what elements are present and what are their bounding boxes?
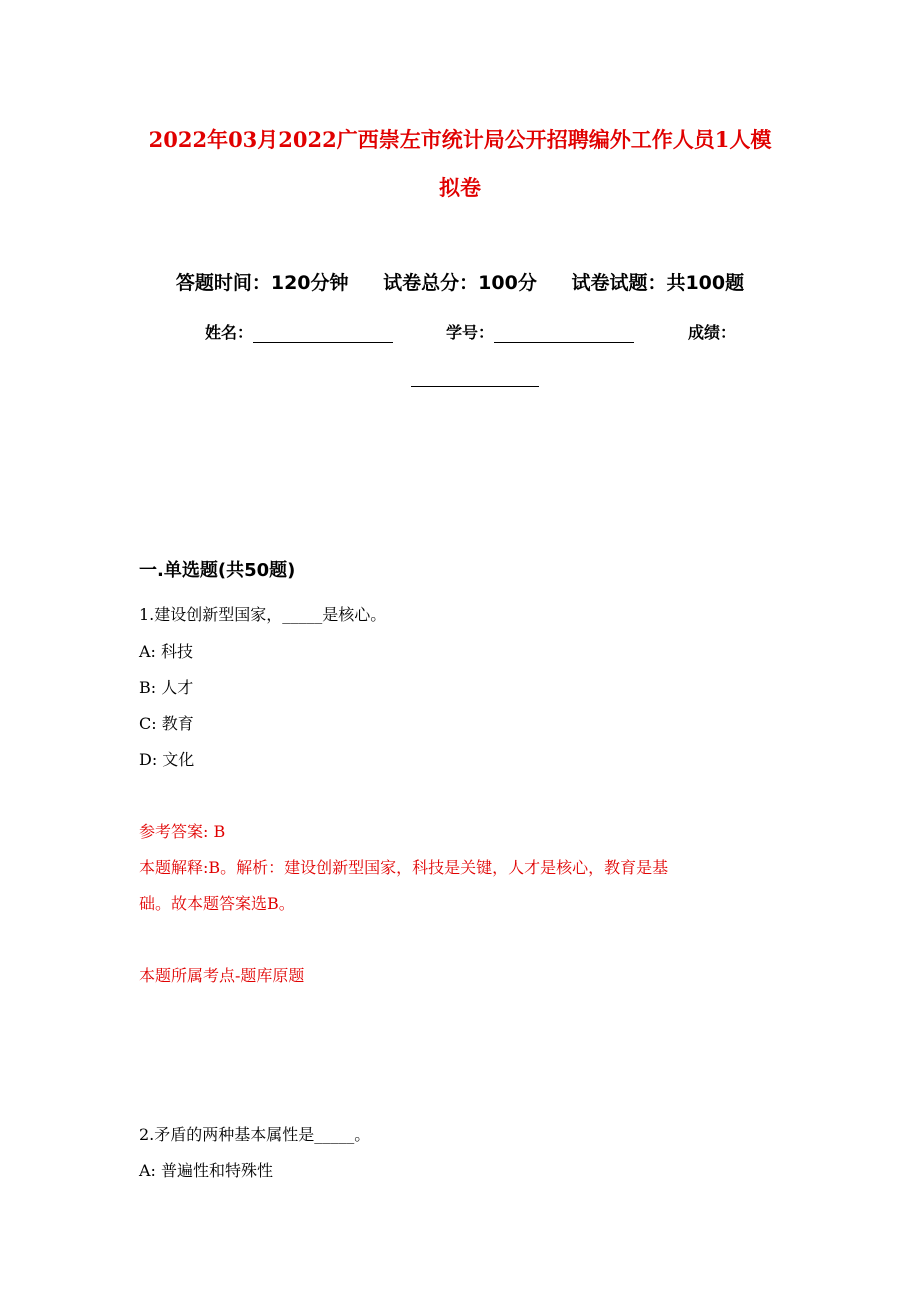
- question-1-option-a: A: 科技: [139, 642, 194, 661]
- id-label: 学号：: [446, 323, 495, 342]
- document-title-line-1: 2022年03月2022广西崇左市统计局公开招聘编外工作人员1人模: [148, 127, 772, 152]
- question-1-answer: 参考答案: B: [139, 822, 226, 841]
- question-1-explanation-line-2: 础。故本题答案选B。: [139, 894, 295, 913]
- score-blank: [411, 386, 539, 387]
- question-1-option-c: C: 教育: [139, 714, 194, 733]
- question-1-source: 本题所属考点-题库原题: [139, 966, 305, 985]
- question-2-stem: 2.矛盾的两种基本属性是_____。: [139, 1125, 371, 1144]
- question-1-option-d: D: 文化: [139, 750, 195, 769]
- question-2-option-a: A: 普遍性和特殊性: [139, 1161, 274, 1180]
- name-label: 姓名：: [205, 323, 254, 342]
- question-1-option-b: B: 人才: [139, 678, 194, 697]
- question-1-stem: 1.建设创新型国家，_____是核心。: [139, 605, 387, 624]
- exam-question-count: 试卷试题：共100题: [571, 272, 745, 294]
- score-label: 成绩：: [688, 323, 737, 342]
- section-title: 一.单选题(共50题): [139, 560, 296, 581]
- name-field: [205, 320, 393, 343]
- name-blank: [253, 326, 393, 343]
- document-title-line-2: 拟卷: [439, 175, 481, 200]
- score-field: [688, 320, 736, 343]
- exam-time: 答题时间：120分钟: [175, 272, 349, 294]
- id-blank: [494, 326, 634, 343]
- exam-total-score: 试卷总分：100分: [383, 272, 537, 294]
- id-field: [446, 320, 634, 343]
- exam-meta: [0, 268, 920, 295]
- question-1-explanation-line-1: 本题解释:B。解析：建设创新型国家，科技是关键，人才是核心，教育是基: [139, 858, 669, 877]
